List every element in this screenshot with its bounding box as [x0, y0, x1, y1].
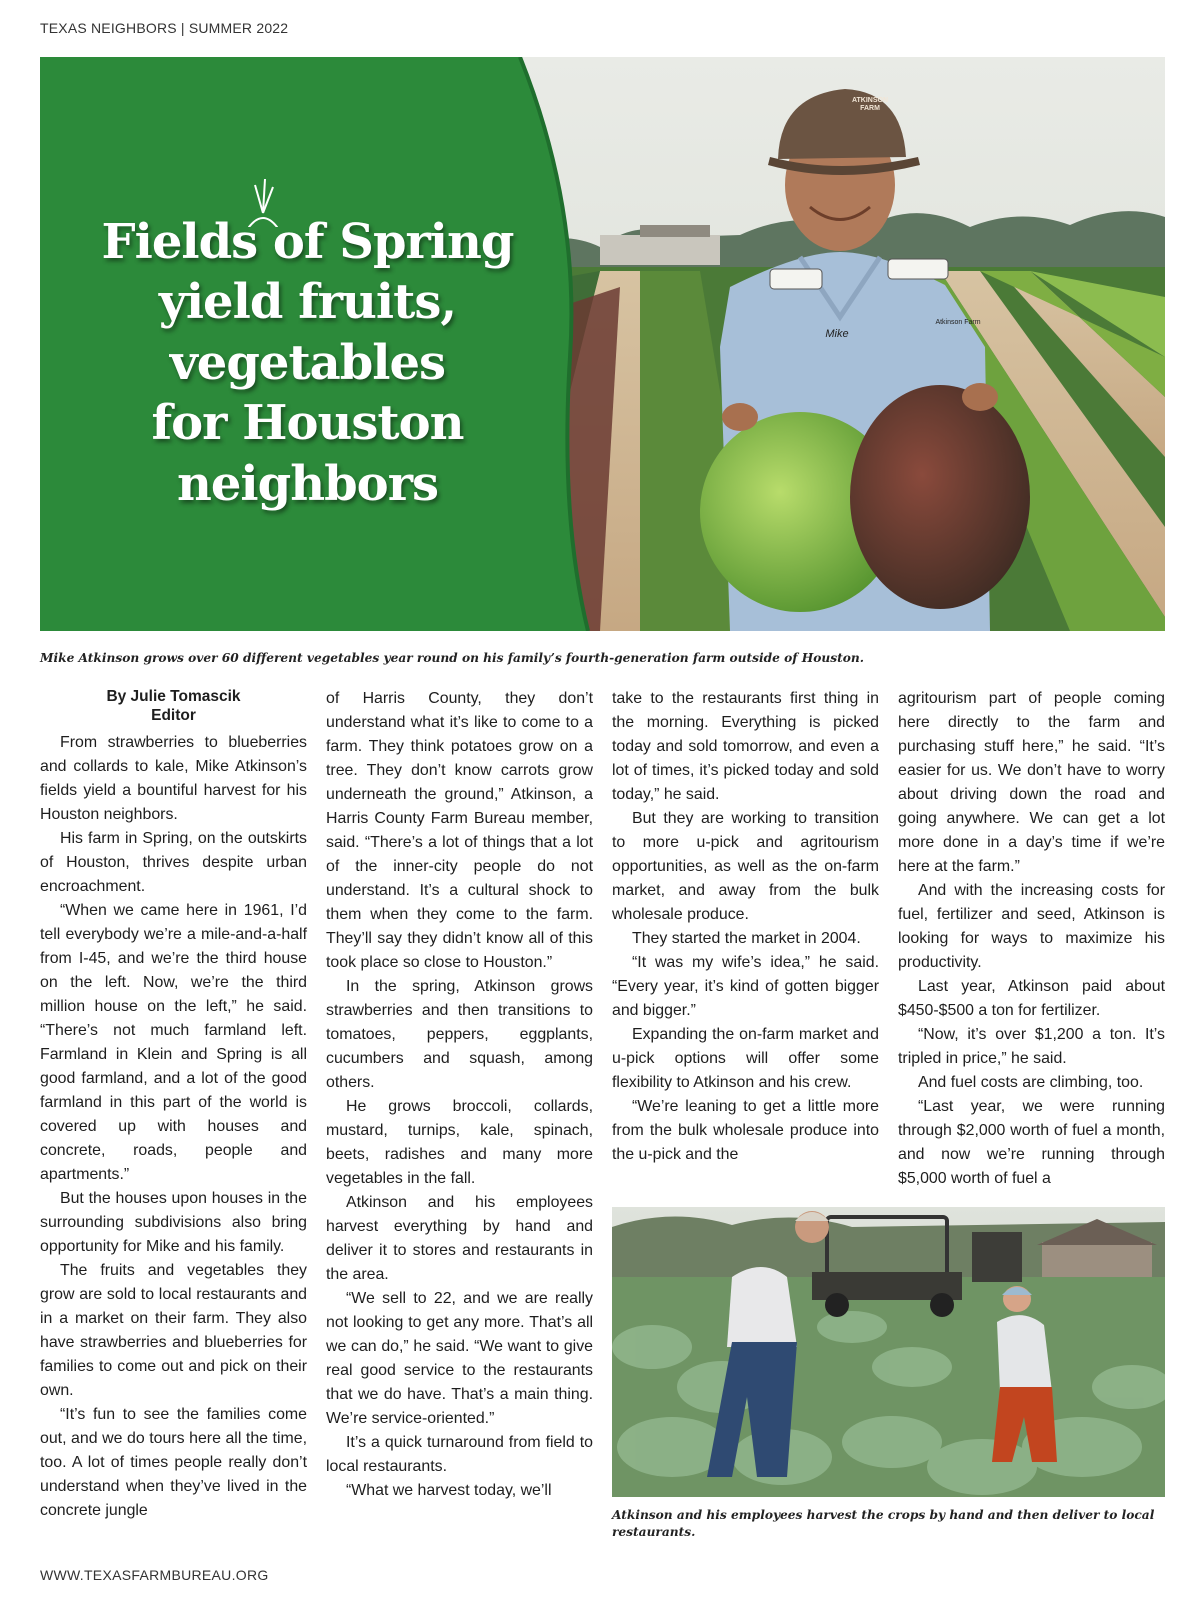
article-paragraph: From strawberries to blueberries and collards to kale, Mike Atkinson’s fields yield a bountiful harvest for his Houston neighbors. — [40, 734, 307, 823]
article-paragraph: “We sell to 22, and we are really not looking to get any more. That’s all we can do,” he said. “We want to give real good service to the restaurants that we do have. That’s a main thing. We’re service-oriented.” — [326, 1290, 593, 1427]
article-paragraph: It’s a quick turnaround from field to local restaurants. — [326, 1434, 593, 1475]
article-column-2 — [326, 687, 593, 1503]
name-tag: Mike — [825, 328, 849, 340]
article-paragraph: In the spring, Atkinson grows strawberries and then transitions to tomatoes, peppers, eggplants, cucumbers and squash, among others. — [326, 978, 593, 1091]
pocket-tag: Atkinson Farm — [935, 319, 981, 326]
article-paragraph: But the houses upon houses in the surrounding subdivisions also bring opportunity for Mike and his family. — [40, 1190, 307, 1255]
hero-photo-caption: Mike Atkinson grows over 60 different vegetables year round on his family’s fourth-generation farm outside of Houston. — [40, 651, 865, 665]
hero-banner — [40, 57, 1165, 631]
headline-line: vegetables — [169, 334, 446, 391]
article-column-3 — [612, 687, 879, 1167]
article-paragraph: agritourism part of people coming here directly to the farm and purchasing stuff here,” he said. “It’s easier for us. We don’t have to worry about driving down the road and going anywhere. We can get a lot more done in a day’s time if we’re here at the farm.” — [898, 690, 1165, 875]
article-paragraph: “What we harvest today, we’ll — [346, 1482, 552, 1499]
headline-line: for Houston — [151, 395, 464, 452]
article-paragraph: Expanding the on-farm market and u-pick options will offer some flexibility to Atkinson and his crew. — [612, 1026, 879, 1091]
byline-role: Editor — [151, 707, 196, 724]
article-paragraph: “It was my wife’s idea,” he said. “Every year, it’s kind of gotten bigger and bigger.” — [612, 954, 879, 1019]
article-paragraph: The fruits and vegetables they grow are sold to local restaurants and in a market on their farm. They also have strawberries and blueberries for families to come out and pick on their own. — [40, 1262, 307, 1399]
article-column-1 — [40, 687, 307, 1523]
article-paragraph: “Last year, we were running through $2,000 worth of fuel a month, and now we’re running through $5,000 worth of fuel a — [898, 1098, 1165, 1187]
byline — [40, 687, 307, 725]
article-paragraph: But they are working to transition to more u-pick and agritourism opportunities, as well as the on-farm market, and away from the bulk wholesale produce. — [612, 810, 879, 923]
article-paragraph: And fuel costs are climbing, too. — [918, 1074, 1144, 1091]
article-paragraph: “When we came here in 1961, I’d tell everybody we’re a mile-and-a-half from I-45, and we’re the third house on the left. Now, we’re the third million house on the left,” he said. “There’s not much farmland left. Farmland in Klein and Spring is all good farmland, and a lot of the good farmland in this part of the world is covered up with houses and concrete, roads, people and apartments.” — [40, 902, 307, 1183]
running-head: TEXAS NEIGHBORS | SUMMER 2022 — [40, 20, 289, 36]
article-paragraph: “It’s fun to see the families come out, and we do tours here all the time, too. A lot of times people really don’t understand when they’ve lived in the concrete jungle — [40, 1406, 307, 1519]
article-column-4 — [898, 687, 1165, 1191]
article-paragraph: They started the market in 2004. — [632, 930, 861, 947]
article-paragraph: of Harris County, they don’t understand what it’s like to come to a farm. They think potatoes grow on a tree. They don’t know carrots grow underneath the ground,” Atkinson, a Harris County Farm Bureau member, said. “There’s a lot of things that a lot of the inner-city people do not understand. It’s a cultural shock to them when they come to the farm. They’ll say they didn’t know all of this took place so close to Houston.” — [326, 690, 593, 971]
headline-line: Fields of Spring — [101, 214, 514, 270]
article-paragraph: “Now, it’s over $1,200 a ton. It’s tripled in price,” he said. — [898, 1026, 1165, 1067]
harvest-photo-caption: Atkinson and his employees harvest the crops by hand and then deliver to local restaurants. — [612, 1508, 1155, 1539]
article-paragraph: And with the increasing costs for fuel, fertilizer and seed, Atkinson is looking for ways to maximize his productivity. — [898, 882, 1165, 971]
article-paragraph: His farm in Spring, on the outskirts of Houston, thrives despite urban encroachment. — [40, 830, 307, 895]
footer-url[interactable]: WWW.TEXASFARMBUREAU.ORG — [40, 1567, 269, 1583]
article-paragraph: Atkinson and his employees harvest everything by hand and deliver it to stores and restaurants in the area. — [326, 1194, 593, 1283]
byline-name: By Julie Tomascik — [106, 688, 241, 705]
article-paragraph: He grows broccoli, collards, mustard, turnips, kale, spinach, beets, radishes and many more vegetables in the fall. — [326, 1098, 593, 1187]
article-paragraph: “We’re leaning to get a little more from the bulk wholesale produce into the u-pick and the — [612, 1098, 879, 1163]
harvest-photo — [612, 1207, 1165, 1497]
hat-logo-text: ATKINSON FARM — [851, 97, 889, 112]
article-paragraph: take to the restaurants first thing in the morning. Everything is picked today and sold tomorrow, and even a lot of times, it’s picked today and sold today,” he said. — [612, 690, 879, 803]
headline — [60, 212, 555, 514]
headline-line: neighbors — [176, 455, 439, 512]
headline-line: yield fruits, — [158, 274, 457, 331]
article-paragraph: Last year, Atkinson paid about $450-$500 a ton for fertilizer. — [898, 978, 1165, 1019]
